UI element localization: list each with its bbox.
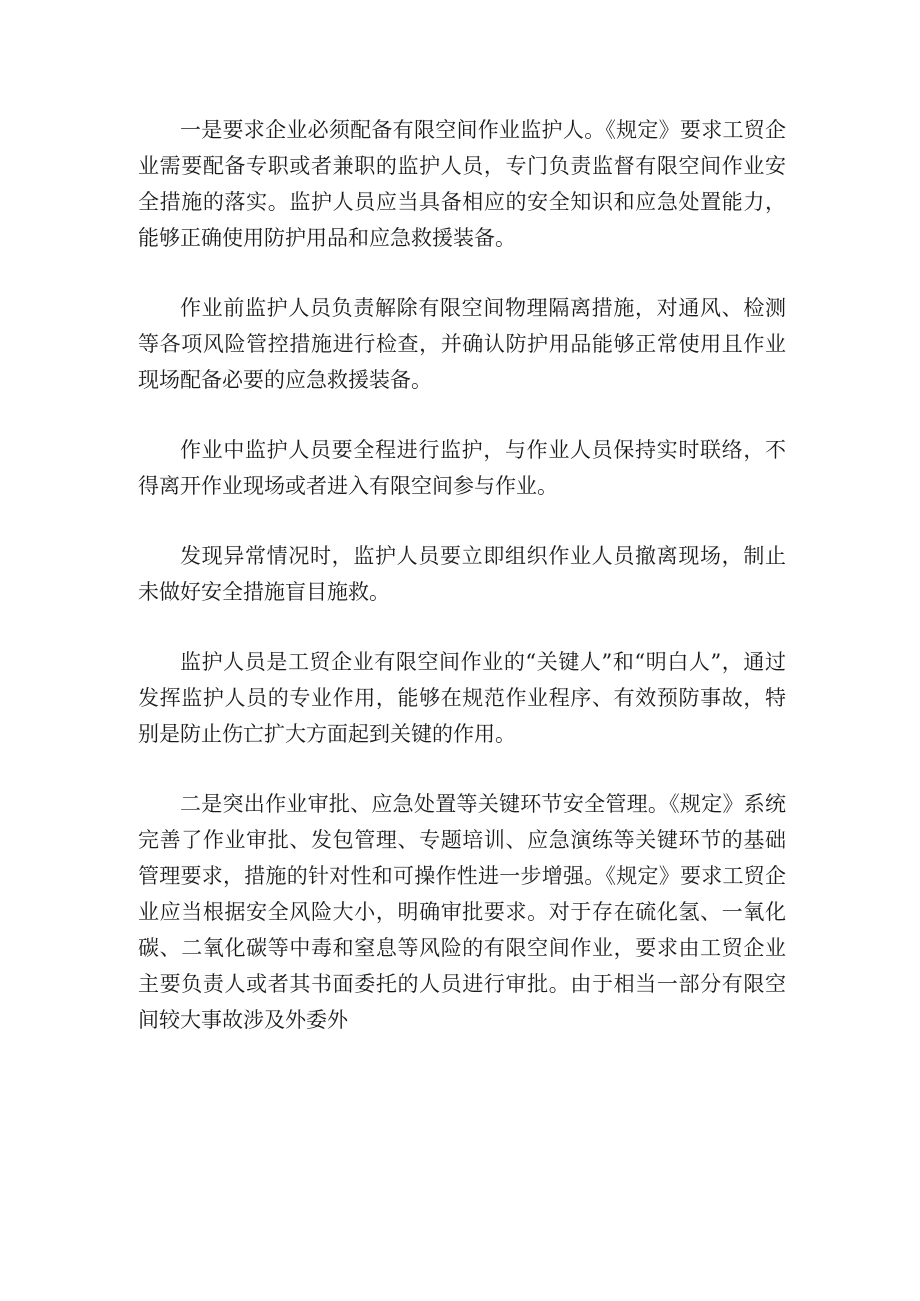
paragraph-during-work-duties: 作业中监护人员要全程进行监护，与作业人员保持实时联络，不得离开作业现场或者进入有限空间参与作业。 bbox=[138, 438, 786, 498]
paragraph-approval-emergency: 二是突出作业审批、应急处置等关键环节安全管理。《规定》系统完善了作业审批、发包管理、专题培训、应急演练等关键环节的基础管理要求，措施的针对性和可操作性进一步增强。《规定》要求工贸企业应当根据安全风险大小，明确审批要求。对于存在硫化氢、一氧化碳、二氧化碳等中毒和窒息等风险的有限空间作业，要求由工贸企业主要负责人或者其书面委托的人员进行审批。由于相当一部分有限空间较大事故涉及外委外 bbox=[138, 792, 786, 1032]
paragraph-abnormal-situation: 发现异常情况时，监护人员要立即组织作业人员撤离现场，制止未做好安全措施盲目施救。 bbox=[138, 544, 786, 604]
document-body bbox=[138, 112, 786, 1072]
paragraph-supervisor-requirement: 一是要求企业必须配备有限空间作业监护人。《规定》要求工贸企业需要配备专职或者兼职的监护人员，专门负责监督有限空间作业安全措施的落实。监护人员应当具备相应的安全知识和应急处置能力，能够正确使用防护用品和应急救援装备。 bbox=[138, 118, 786, 250]
paragraph-pre-work-duties: 作业前监护人员负责解除有限空间物理隔离措施，对通风、检测等各项风险管控措施进行检查，并确认防护用品能够正常使用且作业现场配备必要的应急救援装备。 bbox=[138, 296, 786, 392]
paragraph-key-person-role: 监护人员是工贸企业有限空间作业的“关键人”和“明白人”，通过发挥监护人员的专业作用，能够在规范作业程序、有效预防事故，特别是防止伤亡扩大方面起到关键的作用。 bbox=[138, 650, 786, 746]
